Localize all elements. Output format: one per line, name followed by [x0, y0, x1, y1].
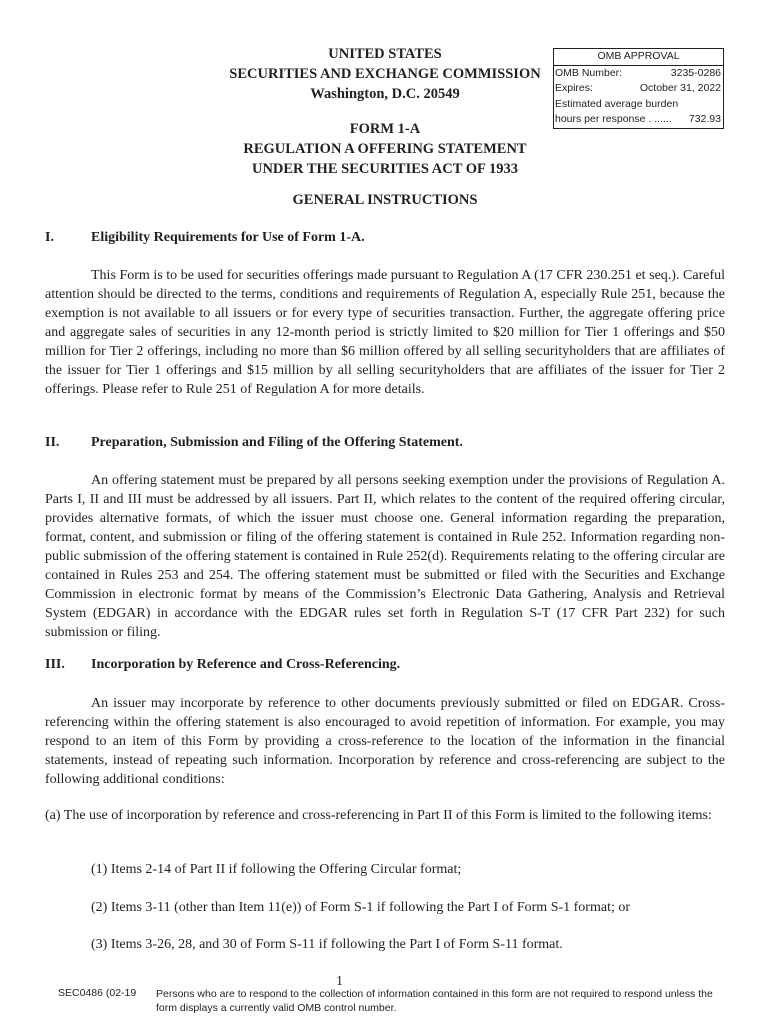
list-item: (3) Items 3-26, 28, and 30 of Form S-11 if following the Part I of Form S-11 format.: [91, 937, 563, 952]
omb-expires-row: [554, 81, 723, 97]
section-title: Eligibility Requirements for Use of Form 1-A.: [91, 230, 365, 245]
form-act: UNDER THE SECURITIES ACT OF 1933: [251, 161, 519, 177]
header-address: Washington, D.C. 20549: [310, 86, 460, 102]
omb-title: OMB APPROVAL: [554, 49, 723, 66]
section-number: II.: [45, 435, 60, 450]
section-heading-3: [45, 657, 400, 673]
omb-number-label: OMB Number:: [555, 66, 623, 79]
section-number: III.: [45, 657, 65, 672]
section-body-3: An issuer may incorporate by reference to other documents previously submitted or filed on EDGAR. Cross-referencing within the offering statement is also encouraged to avoid repetition of information. For example, you may respond to an item of this Form by providing a cross-reference to the location of the information in the financial statements, instead of repeating such information. Incorporation by reference and cross-referencing are subject to the following additional conditions:: [45, 696, 725, 787]
footer-form-code: SEC0486 (02-19: [58, 987, 137, 999]
section-title: Preparation, Submission and Filing of the Offering Statement.: [91, 435, 463, 450]
section-heading-1: [45, 230, 365, 246]
omb-approval-box: [553, 48, 724, 129]
omb-number-value: 3235-0286: [670, 66, 721, 79]
section-body-2: An offering statement must be prepared by all persons seeking exemption under the provisions of Regulation A. Parts I, II and III must be addressed by all issuers. Part II, which relates to the content of the required offering circular, provides alternative formats, of which the issuer must choose one. General information regarding the preparation, format, content, and submission or filing of the offering statement is contained in Rule 252. Information regarding non-public submission of the offering statement is contained in Rule 252(d). Requirements relating to the offering circular are contained in Rules 253 and 254. The offering statement must be submitted or filed with the Securities and Exchange Commission in electronic format by means of the Commission’s Electronic Data Gathering, Analysis and Retrieval System (EDGAR) in accordance with the EDGAR rules set forth in Regulation S-T (17 CFR Part 232) for such submission or filing.: [45, 473, 725, 640]
footer-notice: Persons who are to respond to the collection of information contained in this form are not required to respond unless the form displays a currently valid OMB control number.: [156, 988, 713, 1014]
header-agency: SECURITIES AND EXCHANGE COMMISSION: [229, 66, 541, 82]
omb-burden-row: [554, 97, 723, 113]
form-subtitle: REGULATION A OFFERING STATEMENT: [243, 141, 527, 157]
omb-expires-value: October 31, 2022: [639, 82, 721, 94]
omb-hours-label: hours per response . ......: [555, 113, 672, 125]
omb-expires-label: Expires:: [555, 82, 593, 94]
section-number: I.: [45, 230, 54, 245]
agency-header: [200, 44, 570, 104]
list-item: (1) Items 2-14 of Part II if following the Offering Circular format;: [91, 862, 462, 877]
general-instructions-heading: GENERAL INSTRUCTIONS: [292, 192, 478, 208]
omb-number-row: [554, 66, 723, 82]
list-item: (2) Items 3-11 (other than Item 11(e)) of Form S-1 if following the Part I of Form S-1 format; or: [91, 900, 631, 915]
form-name: FORM 1-A: [349, 121, 421, 137]
omb-hours-row: [554, 112, 723, 128]
header-country: UNITED STATES: [328, 46, 442, 62]
page-number: 1: [336, 974, 343, 989]
section-heading-2: [45, 435, 463, 451]
form-title: [200, 119, 570, 179]
omb-burden-label: Estimated average burden: [555, 97, 679, 110]
omb-hours-value: 732.93: [688, 113, 721, 125]
section-body-1: This Form is to be used for securities offerings made pursuant to Regulation A (17 CFR 230.251 et seq.). Careful attention should be directed to the terms, conditions and requirements of Regulation A, especially Rule 251, because the exemption is not available to all issuers or for every type of securities transaction. Further, the aggregate offering price and aggregate sales of securities in any 12-month period is strictly limited to $20 million for Tier 1 offerings and $50 million for Tier 2 offerings, including no more than $6 million offered by all selling securityholders that are affiliates of the issuer for Tier 1 offerings and $15 million by all selling securityholders that are affiliates of the issuer for Tier 2 offerings. Please refer to Rule 251 of Regulation A for more details.: [45, 268, 725, 397]
condition-a: (a) The use of incorporation by reference and cross-referencing in Part II of this Form is limited to the following items:: [45, 808, 712, 823]
section-title: Incorporation by Reference and Cross-Referencing.: [91, 657, 401, 672]
